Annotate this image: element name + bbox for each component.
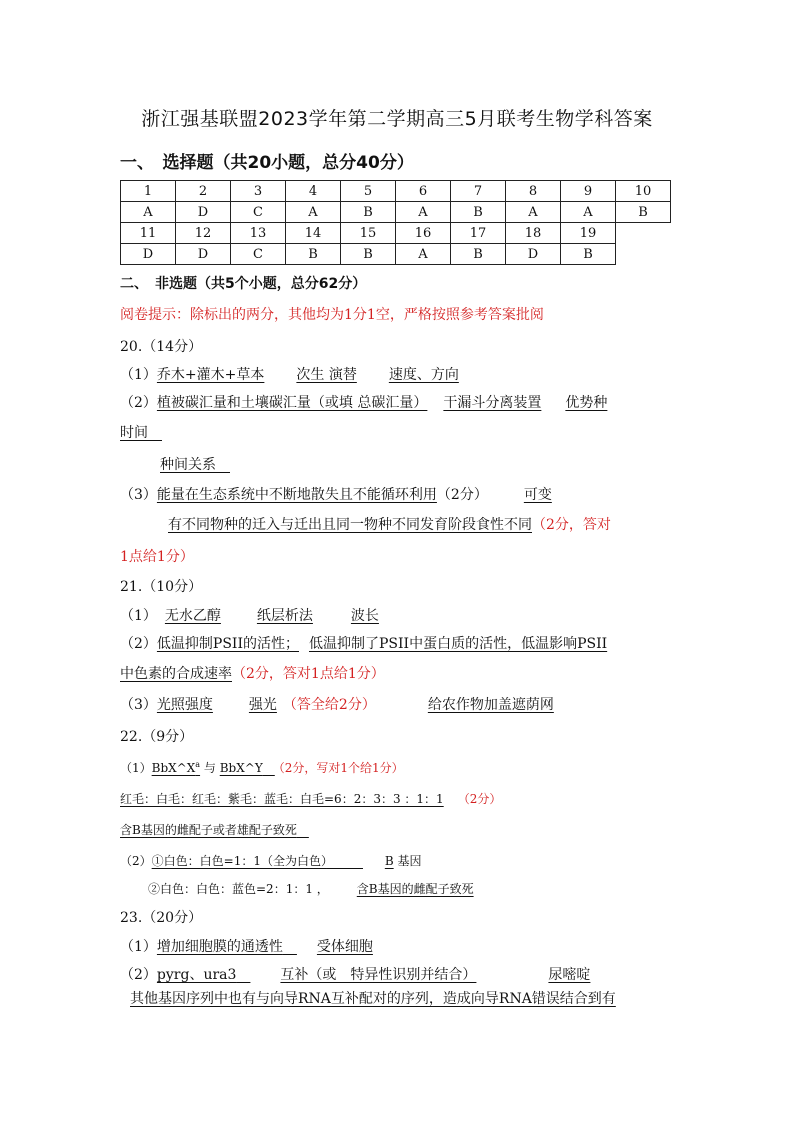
answer-blank: pyrg、ura3 xyxy=(156,967,237,983)
part-number: （1） xyxy=(120,761,152,775)
part-number: （3） xyxy=(120,697,157,713)
table-cell: 13 xyxy=(231,223,286,244)
genotype-answer: BbX^Y xyxy=(219,761,263,775)
table-cell: B xyxy=(451,244,506,265)
answer-blank: 波长 xyxy=(350,608,379,624)
score-note: （2分） xyxy=(436,487,488,503)
answer-blank: 低温抑制PSII的活性； xyxy=(156,636,299,652)
answer-blank: 速度、方向 xyxy=(388,367,459,383)
table-cell: 10 xyxy=(616,181,671,202)
part-number: （1） xyxy=(120,939,157,955)
table-cell: A xyxy=(396,202,451,223)
answer-blank: 无水乙醇 xyxy=(164,608,221,624)
genotype-superscript: a xyxy=(195,760,201,769)
answer-blank: 含B基因的雌配子或者雄配子致死 xyxy=(120,823,297,837)
answer-blank: ①白色：白色=1：1（全为白色） xyxy=(151,854,327,868)
document-title: 浙江强基联盟2023学年第二学期高三5月联考生物学科答案 xyxy=(141,108,653,130)
q20-line3-cont xyxy=(168,514,611,534)
score-note: （2分，写对1个给1分） xyxy=(278,761,404,775)
table-cell: 9 xyxy=(561,181,616,202)
q21-line1 xyxy=(120,605,379,625)
answer-blank: 植被碳汇量和土壤碳汇量（或填 总碳汇量） xyxy=(156,395,428,411)
answer-text: ②白色：白色：蓝色=2：1：1 ， xyxy=(148,882,329,896)
table-cell: 2 xyxy=(176,181,231,202)
section1-heading: 一、 选择题（共20小题，总分40分） xyxy=(120,153,414,173)
table-cell: D xyxy=(176,202,231,223)
answer-blank: 受体细胞 xyxy=(316,939,373,955)
score-note: （2分） xyxy=(457,792,502,806)
table-cell: B xyxy=(286,244,341,265)
part-number: （2） xyxy=(120,967,157,983)
answer-blank: 低温抑制了PSII中蛋白质的活性，低温影响PSII xyxy=(309,636,608,652)
score-note: （2分，答对1点给1分） xyxy=(232,666,385,682)
part-number: （2） xyxy=(120,854,152,868)
q23-line3 xyxy=(130,988,616,1008)
answer-blank: 红毛：白毛：红毛：紫毛：蓝毛：白毛=6：2：3：3 ：1：1 xyxy=(120,792,444,806)
table-cell: D xyxy=(121,244,176,265)
table-cell: A xyxy=(121,202,176,223)
table-cell: B xyxy=(561,244,616,265)
table-cell: 3 xyxy=(231,181,286,202)
answer-blank: 增加细胞膜的通透性 xyxy=(156,939,283,955)
table-row xyxy=(121,202,671,223)
table-cell: B xyxy=(341,244,396,265)
q20-line2-cont xyxy=(120,422,162,442)
q21-line3 xyxy=(120,694,554,714)
answer-blank: 时间 xyxy=(120,425,148,441)
answer-blank: 优势种 xyxy=(565,395,608,411)
table-cell: 11 xyxy=(121,223,176,244)
answer-blank: B xyxy=(384,854,394,868)
table-cell: 14 xyxy=(286,223,341,244)
q23-line1 xyxy=(120,936,373,956)
answer-blank: 其他基因序列中也有与向导RNA互补配对的序列，造成向导RNA错误结合到有 xyxy=(130,991,616,1007)
q21-line2 xyxy=(120,633,607,653)
answer-blank: 互补（或 特异性识别并结合） xyxy=(280,967,477,983)
answer-blank: 可变 xyxy=(523,487,552,503)
table-cell: C xyxy=(231,202,286,223)
table-cell: 16 xyxy=(396,223,451,244)
part-number: （3） xyxy=(120,487,157,503)
table-cell: 1 xyxy=(121,181,176,202)
q20-line2 xyxy=(120,392,607,412)
empty-cell xyxy=(616,223,671,244)
table-cell: A xyxy=(506,202,561,223)
score-note: 1点给1分） xyxy=(120,549,194,565)
table-cell: 8 xyxy=(506,181,561,202)
q22-label: 22.（9分） xyxy=(120,729,194,745)
table-cell: A xyxy=(396,244,451,265)
q20-line1 xyxy=(120,364,459,384)
part-number: （2） xyxy=(120,636,157,652)
q20-line3 xyxy=(120,484,552,504)
table-cell: 6 xyxy=(396,181,451,202)
table-cell: 5 xyxy=(341,181,396,202)
q22-line4 xyxy=(120,852,421,869)
answer-blank: 光照强度 xyxy=(156,697,213,713)
answer-blank: 纸层析法 xyxy=(256,608,313,624)
q21-line2-cont xyxy=(120,663,385,683)
answer-blank: 中色素的合成速率 xyxy=(120,666,232,682)
answer-blank: 次生 演替 xyxy=(296,367,357,383)
empty-cell xyxy=(616,244,671,265)
answer-blank: 能量在生态系统中不断地散失且不能循环利用 xyxy=(156,487,437,503)
q22-line2 xyxy=(120,790,501,807)
answer-blank: 干漏斗分离装置 xyxy=(443,395,542,411)
choice-answer-table xyxy=(120,180,671,265)
genotype-answer xyxy=(152,761,200,775)
table-row xyxy=(121,223,671,244)
table-cell: B xyxy=(616,202,671,223)
part-number: （1） xyxy=(120,608,157,624)
answer-text: 基因 xyxy=(397,854,422,868)
table-cell: A xyxy=(561,202,616,223)
answer-blank: 强光 xyxy=(248,697,277,713)
table-cell: 15 xyxy=(341,223,396,244)
score-note: （答全给2分） xyxy=(282,697,376,713)
answer-blank: 种间关系 xyxy=(160,457,216,473)
table-row xyxy=(121,181,671,202)
q22-line3 xyxy=(120,821,309,838)
section2-heading: 二、 非选题（共5个小题，总分62分） xyxy=(120,276,367,292)
q22-line1 xyxy=(120,759,404,776)
connector-text: 与 xyxy=(203,761,216,775)
table-cell: 4 xyxy=(286,181,341,202)
table-cell: D xyxy=(506,244,561,265)
table-cell: D xyxy=(176,244,231,265)
score-note: （2分，答对 xyxy=(532,517,611,533)
grading-note: 阅卷提示：除标出的两分，其他均为1分1空，严格按照参考答案批阅 xyxy=(120,307,544,323)
table-cell: 17 xyxy=(451,223,506,244)
answer-blank: 给农作物加盖遮荫网 xyxy=(427,697,554,713)
part-number: （1） xyxy=(120,367,157,383)
table-cell: 18 xyxy=(506,223,561,244)
q21-label: 21.（10分） xyxy=(120,579,203,595)
answer-blank: 尿嘧啶 xyxy=(548,967,591,983)
genotype-text: BbX^X xyxy=(151,761,196,775)
answer-blank: 有不同物种的迁入与迁出且同一物种不同发育阶段食性不同 xyxy=(168,517,532,533)
table-cell: 19 xyxy=(561,223,616,244)
table-cell: 7 xyxy=(451,181,506,202)
table-cell: C xyxy=(231,244,286,265)
table-cell: A xyxy=(286,202,341,223)
answer-blank: 乔木+灌木+草本 xyxy=(156,367,265,383)
q23-label: 23.（20分） xyxy=(120,910,203,926)
q23-line2 xyxy=(120,964,590,984)
table-cell: B xyxy=(341,202,396,223)
q20-label: 20.（14分） xyxy=(120,339,203,355)
part-number: （2） xyxy=(120,395,157,411)
q20-line2-cont2 xyxy=(160,454,230,474)
q22-line5 xyxy=(148,880,474,897)
table-cell: 12 xyxy=(176,223,231,244)
table-row xyxy=(121,244,671,265)
table-cell: B xyxy=(451,202,506,223)
answer-blank: 含B基因的雌配子致死 xyxy=(356,882,474,896)
